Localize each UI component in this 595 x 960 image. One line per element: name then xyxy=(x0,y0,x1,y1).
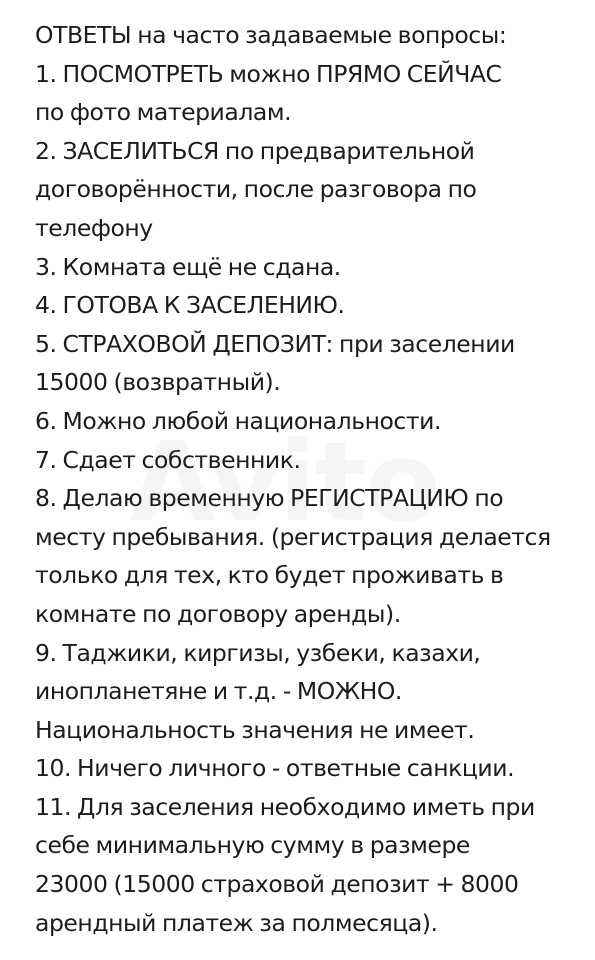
faq-text-block xyxy=(35,16,585,942)
faq-line: инопланетяне и т.д. - МОЖНО. xyxy=(35,677,402,706)
faq-line: 7. Сдает собственник. xyxy=(35,445,301,474)
faq-line: 5. СТРАХОВОЙ ДЕПОЗИТ: при заселении xyxy=(35,329,515,358)
faq-line: 10. Ничего личного - ответные санкции. xyxy=(35,754,515,783)
faq-line: 6. Можно любой национальности. xyxy=(35,406,441,435)
faq-line: только для тех, кто будет проживать в xyxy=(35,561,504,590)
faq-line: 9. Таджики, киргизы, узбеки, казахи, xyxy=(35,638,481,667)
faq-line: 11. Для заселения необходимо иметь при xyxy=(35,792,535,821)
faq-line: 4. ГОТОВА К ЗАСЕЛЕНИЮ. xyxy=(35,291,345,320)
faq-line: 2. ЗАСЕЛИТЬСЯ по предварительной xyxy=(35,136,475,165)
faq-line: себе минимальную сумму в размере xyxy=(35,831,470,860)
faq-line: договорённости, после разговора по xyxy=(35,175,477,204)
faq-line: арендный платеж за полмесяца). xyxy=(35,908,438,937)
faq-heading: ОТВЕТЫ на часто задаваемые вопросы: xyxy=(35,21,507,49)
faq-line: 3. Комната ещё не сдана. xyxy=(35,252,341,281)
faq-line: 15000 (возвратный). xyxy=(35,368,281,397)
faq-line: телефону xyxy=(35,213,153,242)
faq-line: месту пребывания. (регистрация делается xyxy=(35,522,551,551)
faq-line: 23000 (15000 страховой депозит + 8000 xyxy=(35,870,519,899)
faq-line: по фото материалам. xyxy=(35,98,292,127)
faq-line: Национальность значения не имеет. xyxy=(35,715,475,744)
faq-line: 1. ПОСМОТРЕТЬ можно ПРЯМО СЕЙЧАС xyxy=(35,59,502,88)
faq-line: 8. Делаю временную РЕГИСТРАЦИЮ по xyxy=(35,484,504,513)
faq-line: комнате по договору аренды). xyxy=(35,599,401,628)
